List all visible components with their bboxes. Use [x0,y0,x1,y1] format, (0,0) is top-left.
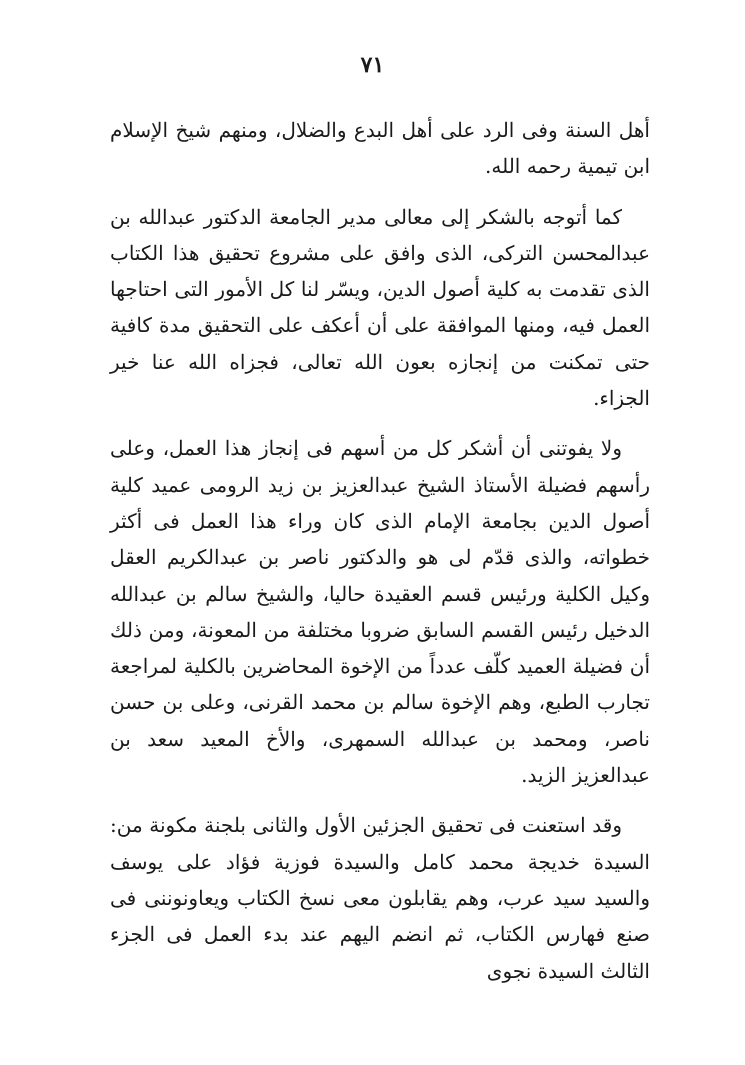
body-text [110,112,650,989]
paragraph-3: ولا يفوتنى أن أشكر كل من أسهم فى إنجاز هذا العمل، وعلى رأسهم فضيلة الأستاذ الشيخ عبدالعزيز بن زيد الرومى عميد كلية أصول الدين بجامعة الإمام الذى كان وراء هذا العمل فى أكثر خطواته، والذى قدّم لى هو والدكتور ناصر بن عبدالكريم العقل وكيل الكلية ورئيس قسم العقيدة حاليا، والشيخ سالم بن عبدالله الدخيل رئيس القسم السابق ضروبا مختلفة من المعونة، ومن ذلك أن فضيلة العميد كلّف عدداً من الإخوة المحاضرين بالكلية لمراجعة تجارب الطبع، وهم الإخوة سالم بن محمد القرنى، وعلى بن حسن ناصر، ومحمد بن عبدالله السمهرى، والأخ المعيد سعد بن عبدالعزيز الزيد. [110,436,650,788]
paragraph-2: كما أتوجه بالشكر إلى معالى مدير الجامعة الدكتور عبدالله بن عبدالمحسن التركى، الذى وافق على مشروع تحقيق هذا الكتاب الذى تقدمت به كلية أصول الدين، ويسّر لنا كل الأمور التى احتاجها العمل فيه، ومنها الموافقة على أن أعكف على التحقيق مدة كافية حتى تمكنت من إنجازه بعون الله تعالى، فجزاه الله عنا خير الجزاء. [110,204,650,411]
page-number: ٧١ [360,52,385,78]
paragraph-1: أهل السنة وفى الرد على أهل البدع والضلال، ومنهم شيخ الإسلام ابن تيمية رحمه الله. [110,118,650,179]
paragraph-4: وقد استعنت فى تحقيق الجزئين الأول والثانى بلجنة مكونة من: السيدة خديجة محمد كامل والسيدة فوزية فؤاد على يوسف والسيد سيد عرب، وهم يقابلون معى نسخ الكتاب ويعاونوننى فى صنع فهارس الكتاب، ثم انضم اليهم عند بدء العمل فى الجزء الثالث السيدة نجوى [110,813,650,983]
